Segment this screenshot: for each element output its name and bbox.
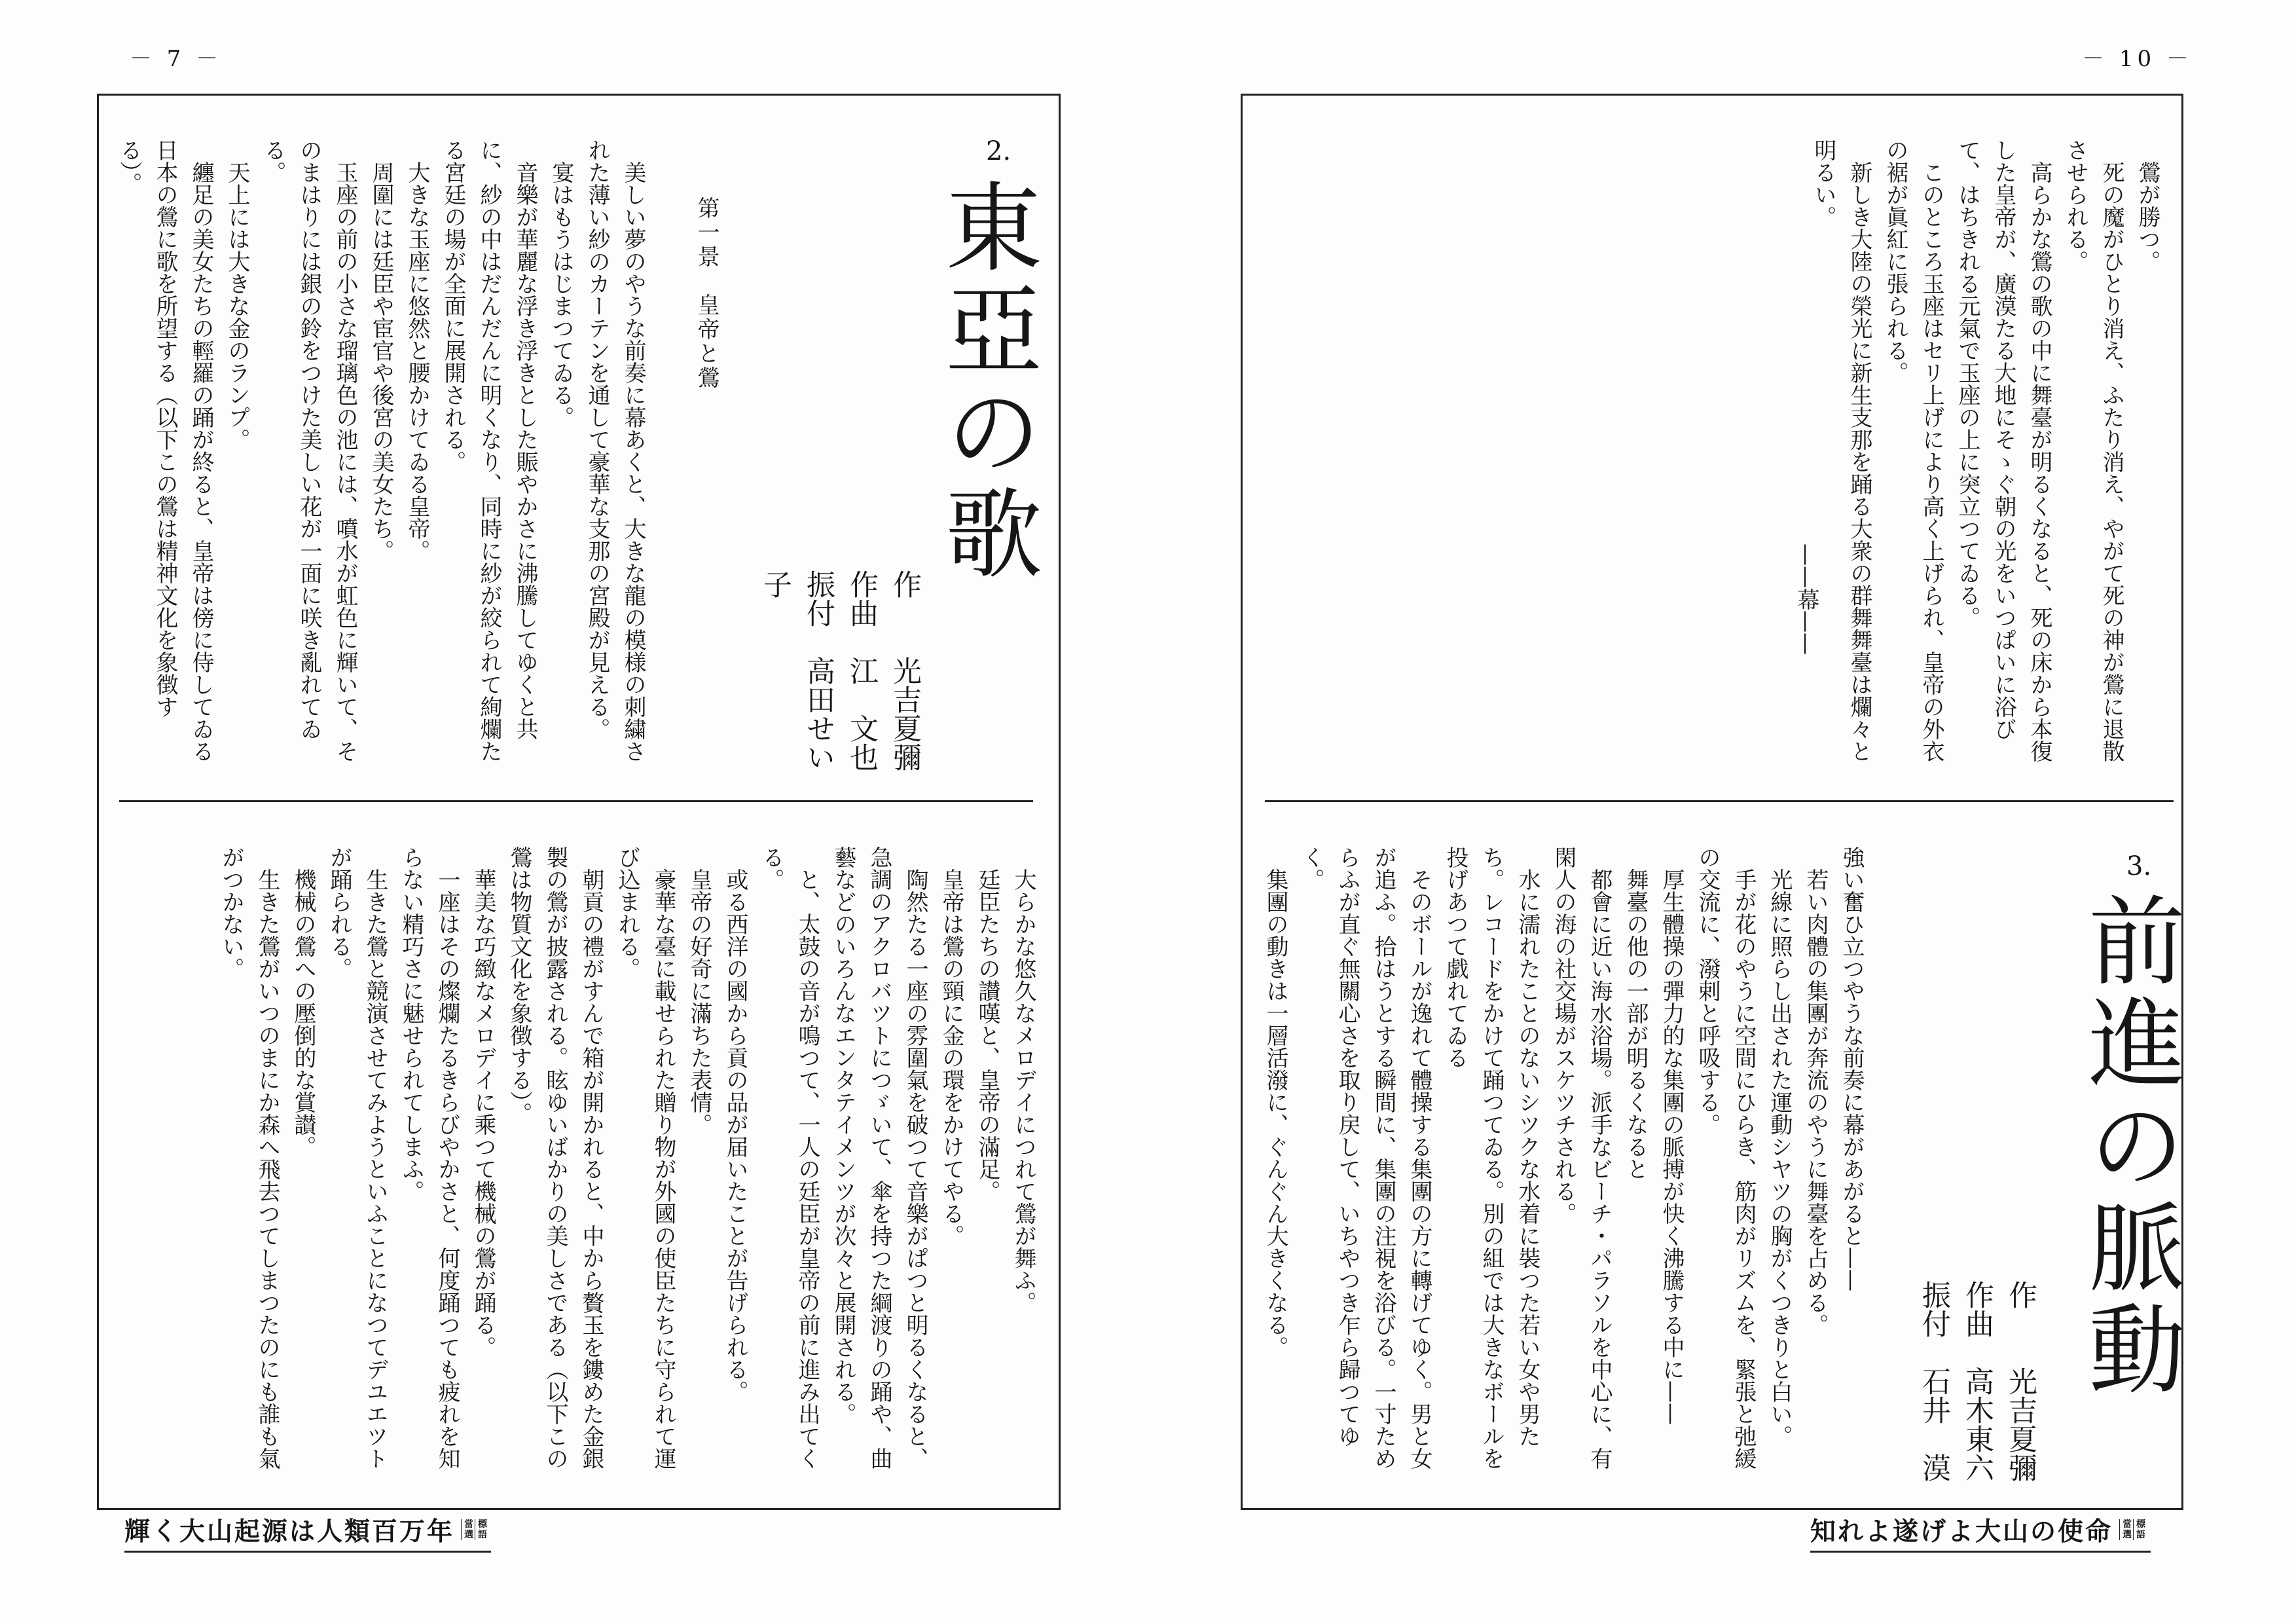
paragraph: そのボールが逸れて體操する集團の方に轉げてゆく。男と女が追ふ。拾はうとする瞬間に、集團の注視を浴びる。一寸ためらふが直ぐ無關心さを取り戻して、いちやつき乍ら歸つてゆく。 bbox=[1298, 846, 1432, 1469]
divider-right bbox=[1265, 800, 2174, 802]
body-lower-right bbox=[1262, 846, 1869, 1488]
paragraph: 水に濡れたことのないシツクな水着に裝つた若い女や男たち。レコードをかけて踊つてゐる。別の組では大きなボールを投げあつて戯れてゐる bbox=[1442, 846, 1540, 1469]
paragraph: 天上には大きな金のランプ。 bbox=[224, 161, 250, 451]
scene-heading-left: 第一景 皇帝と鶯 bbox=[693, 196, 720, 390]
paragraph: 生きた鶯がいつのまにか森へ飛去つてしまつたのにも誰も氣がつかない。 bbox=[218, 846, 280, 1469]
body-lower-left bbox=[208, 846, 1041, 1488]
paragraph: 美しい夢のやうな前奏に幕あくと、大きな龍の模様の刺繍された薄い紗のカーテンを通して豪華な支那の宮殿が見える。 bbox=[584, 139, 646, 762]
paragraph: 手が花のやうに空間にひらき、筋肉がリズムを、緊張と弛緩の交流に、潑剌と呼吸する。 bbox=[1694, 846, 1757, 1469]
credit-line: 作 光吉夏彌 bbox=[888, 570, 921, 771]
paragraph: 機械の鶯への壓倒的な賞讃。 bbox=[290, 868, 316, 1158]
paragraph: 大らかな悠久なメロデイにつれて鶯が舞ふ。 bbox=[1010, 868, 1036, 1314]
slogan-text: 知れよ遂げよ大山の使命 bbox=[1810, 1517, 2113, 1547]
paragraph: 生きた鶯と競演させてみようといふことになつてデユエツトが踊られる。 bbox=[326, 846, 388, 1469]
credit-line: 作 光吉夏彌 bbox=[2003, 1280, 2037, 1482]
body-upper-right bbox=[1810, 139, 2165, 767]
award-badge: 標 語 bbox=[2133, 1519, 2145, 1540]
paragraph: 周圍には廷臣や宦官や後宮の美女たち。 bbox=[368, 161, 394, 562]
paragraph: 都會に近い海水浴場。派手なビーチ・パラソルを中心に、有閑人の海の社交場がスケツチされる。 bbox=[1550, 846, 1613, 1469]
paragraph: 光線に照らし出された運動シヤツの胸がくつきりと白い。 bbox=[1766, 868, 1793, 1447]
paragraph: 新しき大陸の榮光に新生支那を踊る大衆の群舞舞臺は爛々と明るい。 bbox=[1810, 139, 1872, 762]
paragraph: このところ玉座はセリ上げにより高く上げられ、皇帝の外衣の裾が眞紅に張られる。 bbox=[1882, 139, 1944, 762]
credit-line: 作曲 江 文也 bbox=[845, 570, 878, 771]
paragraph: 陶然たる一座の雰圍氣を破つて音樂がぱつと明るくなると、急調のアクロバツトにつゞいて、傘を持つた綱渡りの踊や、曲藝などのいろんなエンタテイメンツが次々と展開される。 bbox=[830, 846, 928, 1469]
paragraph: 若い肉體の集團が奔流のやうに舞臺を占める。 bbox=[1802, 868, 1829, 1336]
section-number-left: 2. bbox=[986, 136, 1011, 166]
credit-line: 振付 石井 漠 bbox=[1917, 1280, 1950, 1482]
page-number-left: － 7 － bbox=[130, 46, 223, 72]
section-number-right: 3. bbox=[2126, 851, 2152, 881]
body-upper-left bbox=[116, 139, 651, 767]
paragraph: 一座はその燦爛たるきらびやかさと、何度踊つても疲れを知らない精巧さに魅せられてしまふ。 bbox=[398, 846, 460, 1469]
paragraph: 舞臺の他の一部が明るくなると bbox=[1622, 868, 1649, 1180]
paragraph: 華美な巧緻なメロデイに乘つて機械の鶯が踊る。 bbox=[470, 868, 496, 1358]
paragraph: 鶯が勝つ。 bbox=[2134, 161, 2160, 272]
slogan-right bbox=[1810, 1511, 2145, 1548]
paragraph: 強い奮ひ立つやうな前奏に幕があがると—— bbox=[1838, 846, 1865, 1291]
credit-line: 作曲 高木東六 bbox=[1960, 1280, 1994, 1482]
curtain-mark: ——幕—— bbox=[1793, 544, 1819, 655]
slogan-underline-left bbox=[124, 1551, 491, 1553]
paragraph: と、太鼓の音が鳴つて、一人の廷臣が皇帝の前に進み出てくる。 bbox=[758, 846, 820, 1469]
paragraph: 高らかな鶯の歌の中に舞臺が明るくなると、死の床から本復した皇帝が、廣漠たる大地にそゝぐ朝の光をいつぱいに浴びて、はちきれる元氣で玉座の上に突立つてゐる。 bbox=[1954, 139, 2052, 762]
slogan-text: 輝く大山起源は人類百万年 bbox=[124, 1517, 455, 1547]
credits-right bbox=[1912, 1280, 2041, 1490]
title-left: 東亞の歌 bbox=[930, 177, 1042, 585]
credits-left bbox=[753, 570, 926, 779]
award-badge: 當 選 bbox=[461, 1519, 473, 1540]
paragraph: 厚生體操の彈力的な集團の脈搏が快く沸騰する中に—— bbox=[1658, 868, 1685, 1425]
paragraph: 皇帝の好奇に滿ちた表情。 bbox=[686, 868, 712, 1135]
paragraph: 宴はもうはじまつてゐる。 bbox=[548, 161, 574, 428]
title-right: 前進の脈動 bbox=[2073, 891, 2185, 1401]
paragraph: 或る西洋の國から貢の品が届いたことが告げられる。 bbox=[722, 868, 748, 1403]
slogan-underline-right bbox=[1810, 1551, 2151, 1553]
paragraph: 皇帝は鶯の頸に金の環をかけてやる。 bbox=[938, 868, 964, 1247]
paragraph: 朝貢の禮がすんで箱が開かれると、中から贅玉を鏤めた金銀製の鶯が披露される。眩ゆいばかりの美しさである（以下この鶯は物質文化を象徴する）。 bbox=[506, 846, 604, 1469]
page-number-right: － 10 － bbox=[2082, 46, 2193, 72]
award-badge: 當 選 bbox=[2119, 1519, 2132, 1540]
paragraph: 玉座の前の小さな瑠璃色の池には、噴水が虹色に輝いて、そのまはりには銀の鈴をつけた美しい花が一面に咲き亂れてゐる。 bbox=[260, 139, 358, 762]
divider-left bbox=[119, 800, 1033, 802]
credit-line: 振付 高田せい子 bbox=[758, 570, 835, 771]
paragraph: 集團の動きは一層活潑に、ぐんぐん大きくなる。 bbox=[1262, 868, 1288, 1358]
paragraph: 音樂が華麗な浮き浮きとした賑やかさに沸騰してゆくと共に、紗の中はだんだんに明くなり、同時に紗が絞られて絢爛たる宮廷の場が全面に展開される。 bbox=[440, 139, 538, 762]
paragraph: 纏足の美女たちの輕羅の踊が終ると、皇帝は傍に侍してゐる日本の鶯に歌を所望する（以下この鶯は精神文化を象徴する）。 bbox=[116, 139, 214, 762]
paragraph: 廷臣たちの讃嘆と、皇帝の滿足。 bbox=[974, 868, 1000, 1202]
paragraph: 大きな玉座に悠然と腰かけてゐる皇帝。 bbox=[404, 161, 430, 562]
award-badge: 標 語 bbox=[475, 1519, 487, 1540]
paragraph: 豪華な臺に載せられた贈り物が外國の使臣たちに守られて運び込まれる。 bbox=[614, 846, 676, 1469]
slogan-left bbox=[124, 1511, 487, 1548]
paragraph: 死の魔がひとり消え、ふたり消え、やがて死の神が鶯に退散させられる。 bbox=[2062, 139, 2124, 762]
